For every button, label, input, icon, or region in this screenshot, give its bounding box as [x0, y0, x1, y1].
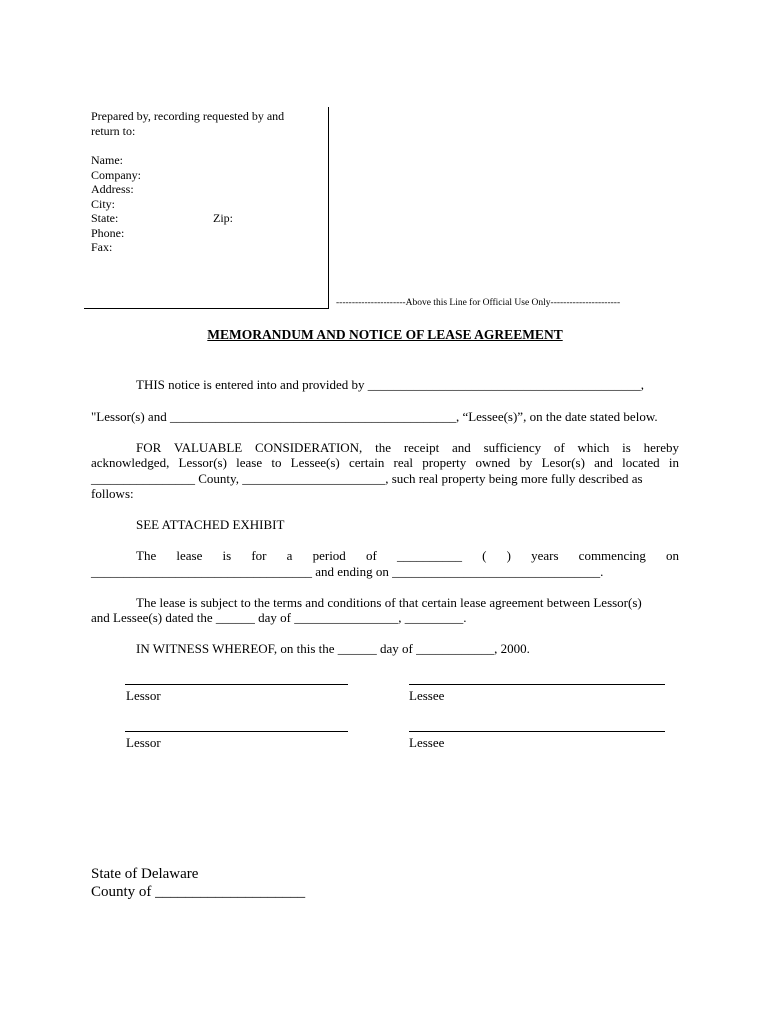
lessee-signature-line-1[interactable] [409, 684, 665, 685]
document-title: MEMORANDUM AND NOTICE OF LEASE AGREEMENT [207, 327, 563, 342]
notary-county: County of ____________________ [91, 884, 306, 900]
consideration-line-1: FOR VALUABLE CONSIDERATION, the receipt and sufficiency of which is hereby [136, 440, 679, 455]
witness-whereof: IN WITNESS WHEREOF, on this the ______ day of ____________, 2000. [136, 641, 530, 656]
state-label: State: [91, 211, 119, 225]
lessor-label-1: Lessor [126, 688, 161, 703]
see-attached-exhibit: SEE ATTACHED EXHIBIT [136, 517, 285, 532]
fax-label: Fax: [91, 240, 113, 254]
recording-box-underline [84, 308, 328, 309]
lease-period-line-1: The lease is for a period of __________ ( ) years commencing on [136, 548, 679, 563]
lessee-label-2: Lessee [409, 735, 445, 750]
lessor-label-2: Lessor [126, 735, 161, 750]
consideration-line-2: acknowledged, Lessor(s) lease to Lessee(s) certain real property owned by Lesor(s) and located in [91, 455, 679, 470]
recording-box-divider [328, 107, 329, 309]
lease-terms-line-1: The lease is subject to the terms and conditions of that certain lease agreement between Lessor(s) [136, 595, 642, 610]
lessee-label-1: Lessee [409, 688, 445, 703]
lease-terms-line-2: and Lessee(s) dated the ______ day of ________________, _________. [91, 610, 467, 625]
lease-period-line-2: __________________________________ and ending on ________________________________. [91, 564, 604, 579]
consideration-line-3: ________________ County, ______________________, such real property being more fully described as [91, 471, 643, 486]
paragraph-provided-by: THIS notice is entered into and provided by __________________________________________, [136, 377, 645, 392]
name-label: Name: [91, 153, 123, 167]
official-use-line: ----------------------Above this Line for Official Use Only---------------------- [336, 298, 621, 308]
phone-label: Phone: [91, 226, 125, 240]
city-label: City: [91, 197, 116, 211]
paragraph-lessor-lessee: "Lessor(s) and ____________________________________________, “Lessee(s)”, on the date stated below. [91, 409, 658, 424]
zip-label: Zip: [213, 211, 233, 225]
prepared-by-line1: Prepared by, recording requested by and [91, 109, 285, 123]
notary-state: State of Delaware [91, 866, 199, 882]
consideration-line-4: follows: [91, 486, 134, 501]
address-label: Address: [91, 182, 134, 196]
lessor-signature-line-2[interactable] [125, 731, 348, 732]
prepared-by-line2: return to: [91, 124, 136, 138]
lessee-signature-line-2[interactable] [409, 731, 665, 732]
company-label: Company: [91, 168, 141, 182]
lessor-signature-line-1[interactable] [125, 684, 348, 685]
